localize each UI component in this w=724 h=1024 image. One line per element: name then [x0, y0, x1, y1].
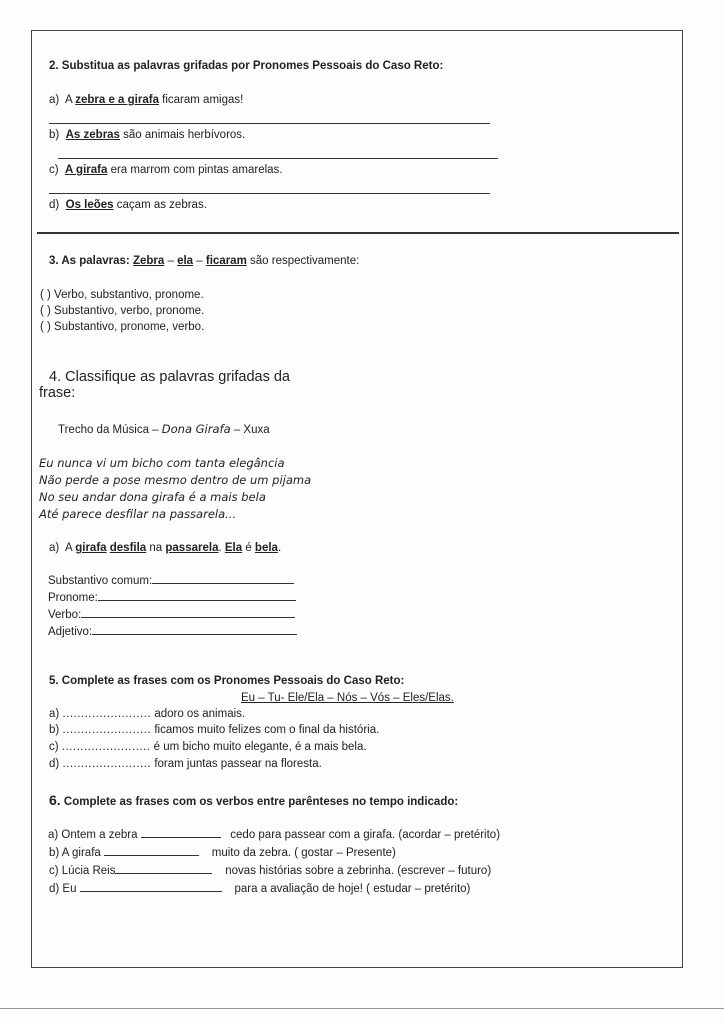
lyric-line-4: Até parece desfilar na passarela... — [39, 507, 237, 521]
field-verbo: Verbo: — [48, 607, 295, 621]
field-substantivo: Substantivo comum: — [48, 573, 294, 587]
q4-sentence: a) A girafa desfila na passarela. Ela é bela. — [49, 542, 282, 554]
q3-option-3[interactable]: ( ) Substantivo, pronome, verbo. — [40, 321, 205, 333]
lyric-line-3: No seu andar dona girafa é a mais bela — [39, 490, 266, 504]
answer-line[interactable] — [92, 624, 297, 635]
q2-item-b: b) As zebras são animais herbívoros. — [49, 129, 246, 141]
section-divider — [37, 232, 679, 234]
field-adjetivo: Adjetivo: — [48, 624, 297, 638]
q6-item-c: c) Lúcia Reis novas histórias sobre a zebrinha. (escrever – futuro) — [49, 865, 492, 877]
q2-title: 2. Substitua as palavras grifadas por Pronomes Pessoais do Caso Reto: — [49, 60, 444, 72]
q6-item-d: d) Eu para a avaliação de hoje! ( estudar – pretérito) — [49, 883, 471, 895]
answer-line[interactable] — [80, 881, 222, 892]
q5-item-d: d) ........................ foram juntas passear na floresta. — [49, 758, 322, 770]
answer-line[interactable] — [98, 590, 296, 601]
q2-item-c: c) A girafa era marrom com pintas amarelas. — [49, 164, 283, 176]
answer-line[interactable] — [104, 845, 199, 856]
q3-title: 3. As palavras: Zebra – ela – ficaram são respectivamente: — [49, 255, 360, 267]
field-pronome: Pronome: — [48, 590, 296, 604]
q4-title-line2: frase: — [39, 385, 76, 401]
q5-title: 5. Complete as frases com os Pronomes Pessoais do Caso Reto: — [49, 675, 405, 687]
q3-option-2[interactable]: ( ) Substantivo, verbo, pronome. — [40, 305, 205, 317]
underlined-word: Os leões — [65, 199, 114, 211]
q6-title: 6. Complete as frases com os verbos entre parênteses no tempo indicado: — [49, 792, 459, 808]
q3-option-1[interactable]: ( ) Verbo, substantivo, pronome. — [40, 289, 204, 301]
q5-item-c: c) ........................ é um bicho muito elegante, é a mais bela. — [49, 741, 367, 753]
q4-source: Trecho da Música – Dona Girafa – Xuxa — [58, 422, 270, 436]
q5-pronoun-list: Eu – Tu- Ele/Ela – Nós – Vós – Eles/Elas. — [241, 692, 454, 704]
underlined-word: As zebras — [65, 129, 120, 141]
fill-blank[interactable]: ........................ — [62, 724, 152, 736]
page-edge — [0, 1008, 724, 1009]
underlined-word: A girafa — [64, 164, 108, 176]
fill-blank[interactable]: ........................ — [62, 708, 152, 720]
lyric-line-1: Eu nunca vi um bicho com tanta elegância — [39, 456, 285, 470]
answer-line[interactable] — [81, 607, 295, 618]
q6-item-a: a) Ontem a zebra cedo para passear com a girafa. (acordar – pretérito) — [48, 829, 501, 841]
fill-blank[interactable]: ........................ — [61, 741, 151, 753]
q4-title-line1: 4. Classifique as palavras grifadas da — [49, 369, 290, 385]
answer-line[interactable] — [49, 123, 490, 124]
q2-item-d: d) Os leões caçam as zebras. — [49, 199, 207, 211]
answer-line[interactable] — [115, 863, 212, 874]
q5-item-a: a) ........................ adoro os animais. — [49, 708, 246, 720]
answer-line[interactable] — [58, 158, 498, 159]
q6-item-b: b) A girafa muito da zebra. ( gostar – Presente) — [49, 847, 396, 859]
lyric-line-2: Não perde a pose mesmo dentro de um pijama — [39, 473, 312, 487]
underlined-word: zebra e a girafa — [75, 94, 159, 106]
fill-blank[interactable]: ........................ — [62, 758, 152, 770]
answer-line[interactable] — [152, 573, 294, 584]
q2-item-a: a) A zebra e a girafa ficaram amigas! — [49, 94, 244, 106]
q5-item-b: b) ........................ ficamos muito felizes com o final da história. — [49, 724, 380, 736]
answer-line[interactable] — [141, 827, 221, 838]
answer-line[interactable] — [49, 193, 490, 194]
